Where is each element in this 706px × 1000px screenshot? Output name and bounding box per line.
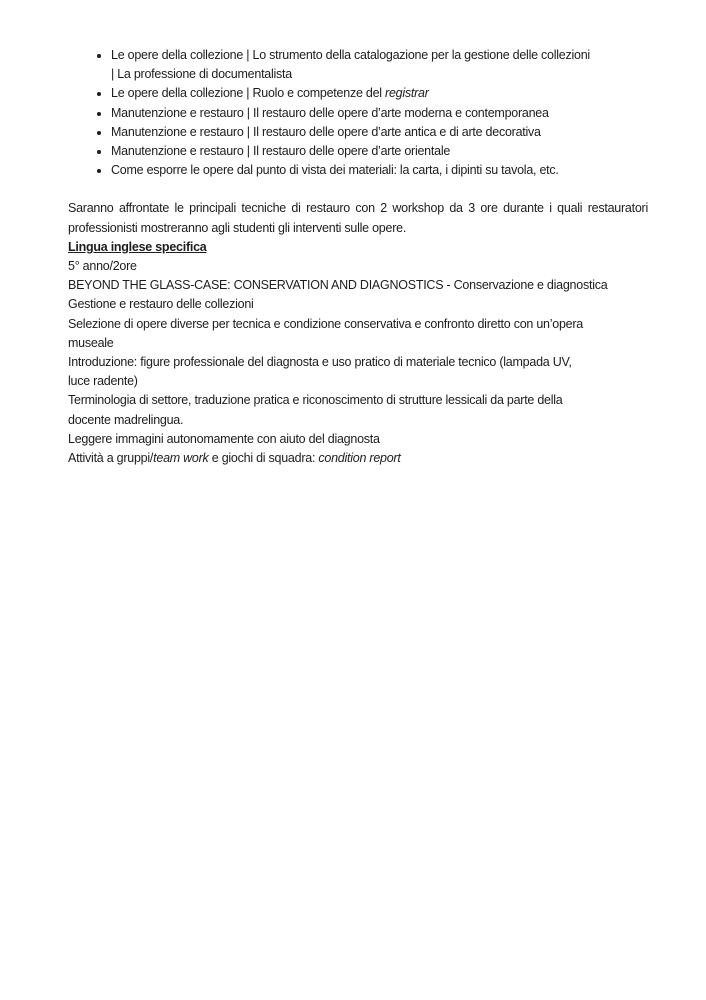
text-run: Le opere della collezione | Ruolo e competenze del bbox=[111, 86, 386, 101]
italic-text-run: team work bbox=[153, 451, 209, 466]
text-run: Saranno affrontate le principali tecniche di restauro con 2 workshop da 3 ore durante i quali restauratori professionisti mostreranno agli studenti gli interventi sulle opere. bbox=[68, 201, 648, 235]
line-year-hours bbox=[68, 257, 648, 276]
line-selezione-opere bbox=[68, 315, 648, 353]
line-gestione-restauro bbox=[68, 295, 648, 314]
bold-underlined-text-run: Lingua inglese specifica bbox=[68, 239, 207, 254]
line-terminologia-settore bbox=[68, 391, 648, 429]
text-run: Selezione di opere diverse per tecnica e condizione conservativa e confronto diretto con un’opera bbox=[68, 316, 583, 331]
text-run: museale bbox=[68, 335, 114, 350]
text-run: luce radente) bbox=[68, 374, 138, 389]
text-run: Gestione e restauro delle collezioni bbox=[68, 297, 254, 312]
text-run: | La professione di documentalista bbox=[111, 67, 292, 82]
paragraph-workshop-intro bbox=[68, 199, 648, 237]
text-run: e giochi di squadra: bbox=[208, 451, 319, 466]
list-item bbox=[111, 104, 648, 123]
text-run: Introduzione: figure professionale del diagnosta e uso pratico di materiale tecnico (lampada UV, bbox=[68, 355, 572, 370]
text-run: 5° anno/2ore bbox=[68, 259, 137, 274]
text-run: Terminologia di settore, traduzione pratica e riconoscimento di strutture lessicali da parte della bbox=[68, 393, 563, 408]
list-item bbox=[111, 142, 648, 161]
text-run: Le opere della collezione | Lo strumento della catalogazione per la gestione delle collezioni bbox=[111, 48, 590, 62]
italic-text-run: condition report bbox=[318, 451, 401, 466]
text-run: Manutenzione e restauro | Il restauro delle opere d’arte moderna e contemporanea bbox=[111, 105, 549, 120]
line-attivita-gruppi bbox=[68, 449, 648, 468]
text-run: Manutenzione e restauro | Il restauro delle opere d’arte orientale bbox=[111, 144, 451, 159]
line-leggere-immagini bbox=[68, 430, 648, 449]
list-item bbox=[111, 161, 648, 180]
bullet-list bbox=[68, 46, 648, 180]
text-run: Come esporre le opere dal punto di vista dei materiali: la carta, i dipinti su tavola, etc. bbox=[111, 163, 559, 178]
text-run: BEYOND THE GLASS-CASE: CONSERVATION AND DIAGNOSTICS - Conservazione e diagnostica bbox=[68, 278, 608, 293]
list-item bbox=[111, 123, 648, 142]
line-introduzione-diagnosta bbox=[68, 353, 648, 391]
document-content bbox=[68, 46, 648, 468]
text-run: Attività a gruppi/ bbox=[68, 451, 154, 466]
text-run: Leggere immagini autonomamente con aiuto del diagnosta bbox=[68, 431, 380, 446]
italic-text-run: registrar bbox=[385, 86, 429, 101]
text-run: docente madrelingua. bbox=[68, 412, 184, 427]
heading-lingua-inglese-specifica bbox=[68, 238, 648, 257]
line-course-title bbox=[68, 276, 648, 295]
list-item bbox=[111, 46, 648, 84]
text-run: Manutenzione e restauro | Il restauro delle opere d’arte antica e di arte decorativa bbox=[111, 124, 541, 139]
list-item bbox=[111, 84, 648, 103]
